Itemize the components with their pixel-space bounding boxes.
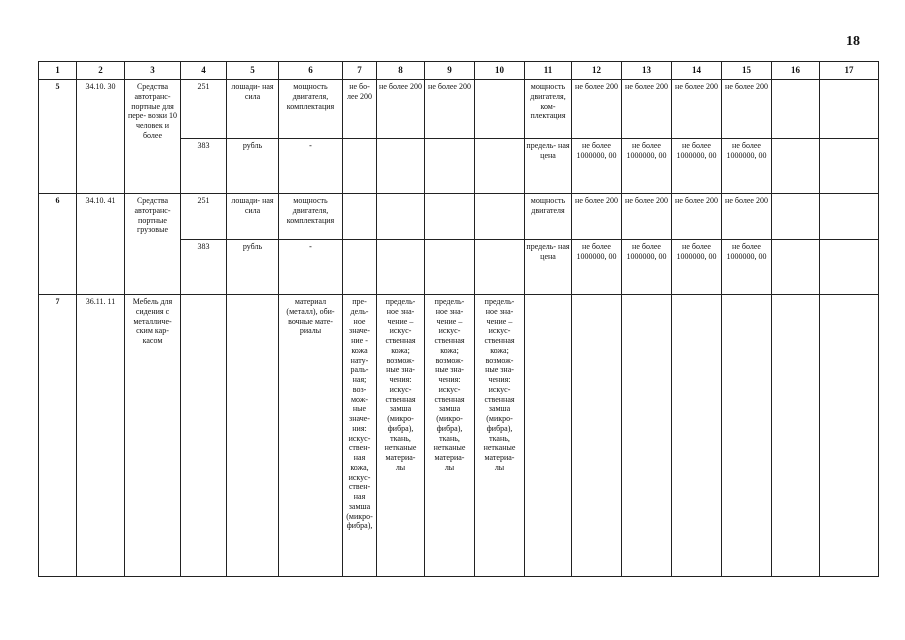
empty-cell [475,80,525,139]
value-cell: не более 1000000, 00 [622,139,672,194]
characteristic: предель- ная цена [525,240,572,295]
value-cell: не более 200 [622,194,672,240]
empty-cell [425,194,475,240]
value-cell: не более 200 [572,80,622,139]
empty-cell [772,194,820,240]
characteristic: мощность двигателя [525,194,572,240]
value-cell: предель- ное зна- чение – искус- ственная кожа; возмож- ные зна- чения: искус- ственная замша (микро- фибра), ткань, нетканые материа- лы [377,295,425,577]
empty-cell [622,295,672,577]
empty-cell [525,295,572,577]
okpd-code: 34.10. 30 [77,80,125,194]
okei-code: 251 [181,194,227,240]
value-cell: не более 1000000, 00 [672,139,722,194]
empty-cell [672,295,722,577]
header-cell: 9 [425,62,475,80]
value-cell: не более 1000000, 00 [572,139,622,194]
unit-name: рубль [227,139,279,194]
empty-cell [425,240,475,295]
characteristic: мощность двигателя, ком- плектация [525,80,572,139]
empty-cell [377,139,425,194]
okei-code: 383 [181,139,227,194]
value-cell: не более 1000000, 00 [572,240,622,295]
value-cell: предель- ное зна- чение – искус- ственная кожа; возмож- ные зна- чения: искус- ственная замша (микро- фибра), ткань, нетканые материа- лы [425,295,475,577]
value-cell: не бо- лее 200 [343,80,377,139]
table-row [39,80,879,139]
empty-cell [820,194,879,240]
header-cell: 6 [279,62,343,80]
empty-cell [425,139,475,194]
header-cell: 7 [343,62,377,80]
characteristic: - [279,139,343,194]
header-cell: 4 [181,62,227,80]
empty-cell [181,295,227,577]
table-row [39,295,879,577]
characteristic: мощность двигателя, комплектация [279,80,343,139]
header-cell: 16 [772,62,820,80]
okpd-code: 36.11. 11 [77,295,125,577]
header-cell: 17 [820,62,879,80]
value-cell: не более 200 [425,80,475,139]
empty-cell [772,139,820,194]
empty-cell [820,139,879,194]
value-cell: не более 1000000, 00 [672,240,722,295]
header-cell: 11 [525,62,572,80]
empty-cell [343,139,377,194]
header-cell: 10 [475,62,525,80]
characteristic: материал (металл), оби- вочные мате- риалы [279,295,343,577]
requirements-table [38,61,879,577]
header-cell: 14 [672,62,722,80]
table-row [39,194,879,240]
value-cell: не более 200 [572,194,622,240]
empty-cell [377,194,425,240]
empty-cell [572,295,622,577]
header-cell: 3 [125,62,181,80]
value-cell: не более 200 [672,194,722,240]
value-cell: не более 1000000, 00 [722,139,772,194]
empty-cell [820,240,879,295]
header-cell: 1 [39,62,77,80]
characteristic: - [279,240,343,295]
empty-cell [227,295,279,577]
characteristic: мощность двигателя, комплектация [279,194,343,240]
empty-cell [475,139,525,194]
value-cell: предель- ное зна- чение – искус- ственная кожа; возмож- ные зна- чения: искус- ственная замша (микро- фибра), ткань, нетканые материа- лы [475,295,525,577]
header-cell: 8 [377,62,425,80]
header-cell: 15 [722,62,772,80]
empty-cell [377,240,425,295]
header-cell: 5 [227,62,279,80]
row-number: 6 [39,194,77,295]
header-cell: 13 [622,62,672,80]
header-row [39,62,879,80]
value-cell: не более 200 [672,80,722,139]
empty-cell [820,80,879,139]
row-number: 7 [39,295,77,577]
okei-code: 251 [181,80,227,139]
unit-name: лошади- ная сила [227,80,279,139]
row-number: 5 [39,80,77,194]
item-name: Средства автотранс- портные грузовые [125,194,181,295]
value-cell: пре- дель- ное значе- ние - кожа нату- раль- ная; воз- мож- ные значе- ния: искус- ствен- ная кожа, искус- ствен- ная замша (микро- фибра), [343,295,377,577]
okpd-code: 34.10. 41 [77,194,125,295]
empty-cell [772,240,820,295]
header-cell: 12 [572,62,622,80]
item-name: Средства автотранс- портные для пере- возки 10 человек и более [125,80,181,194]
empty-cell [343,240,377,295]
empty-cell [722,295,772,577]
header-cell: 2 [77,62,125,80]
empty-cell [820,295,879,577]
item-name: Мебель для сидения с металличе- ским кар- касом [125,295,181,577]
value-cell: не более 200 [377,80,425,139]
value-cell: не более 200 [722,80,772,139]
empty-cell [475,240,525,295]
value-cell: не более 200 [722,194,772,240]
okei-code: 383 [181,240,227,295]
value-cell: не более 1000000, 00 [722,240,772,295]
value-cell: не более 1000000, 00 [622,240,672,295]
page-number: 18 [846,34,860,49]
empty-cell [772,295,820,577]
empty-cell [772,80,820,139]
empty-cell [343,194,377,240]
value-cell: не более 200 [622,80,672,139]
empty-cell [475,194,525,240]
unit-name: лошади- ная сила [227,194,279,240]
unit-name: рубль [227,240,279,295]
characteristic: предель- ная цена [525,139,572,194]
